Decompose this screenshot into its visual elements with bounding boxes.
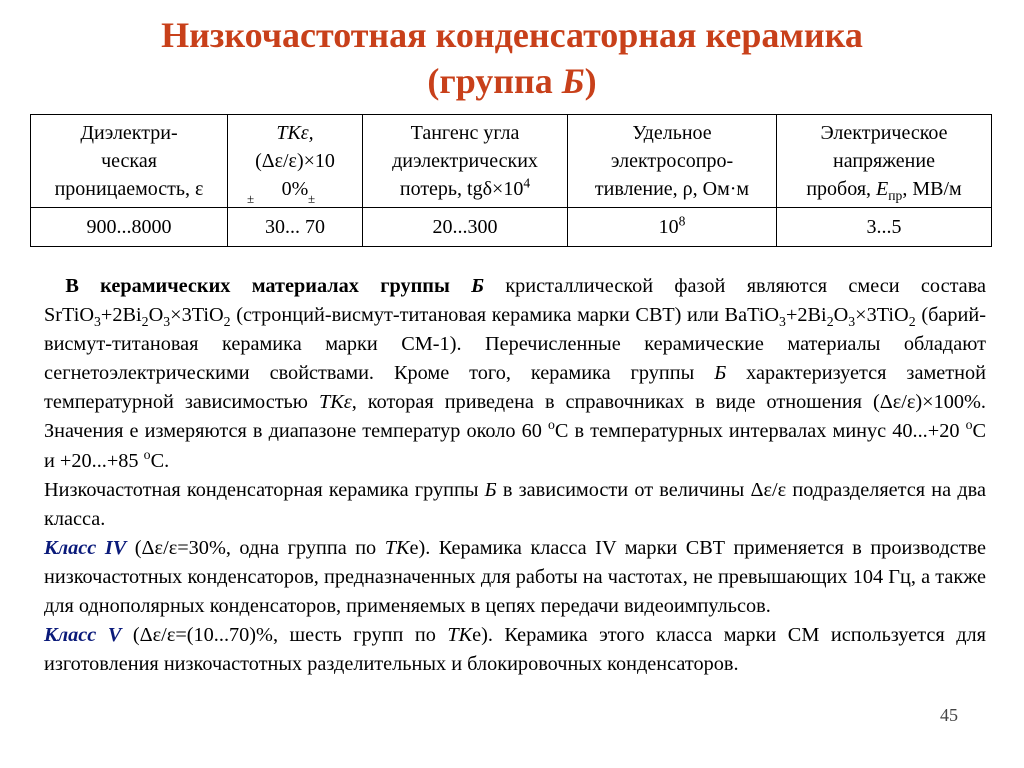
header-text: проницаемость, ε [54,178,204,200]
value-loss-tangent: 20...300 [363,208,568,247]
value-permittivity: 900...8000 [31,208,228,247]
title-line-2 [0,58,1024,104]
header-text: пробоя, $E_{пр}$, МВ/м [806,178,962,203]
header-breakdown-voltage [777,115,992,208]
title-line-2-pre: (группа [427,61,562,101]
header-loss-tangent [363,115,568,208]
value-tke: 30... 70 [228,208,363,247]
header-text: Диэлектри- [80,122,178,144]
header-text: ческая [101,150,157,172]
class-iv-label: Класс IV [44,536,127,559]
title-line-2-post: ) [584,61,597,101]
page-number: 45 [940,705,958,725]
header-text: Электрическое [820,122,948,144]
plus-minus-sign: ± [247,191,255,206]
header-permittivity [31,115,228,208]
value-breakdown-voltage: 3...5 [777,208,992,247]
title-group-letter: Б [561,61,585,101]
paragraph-classes-intro: Низкочастотная конденсаторная керамика группы Б в зависимости от величины Δε/ε подразделяется на два класса. [44,478,986,530]
table-row [31,208,992,247]
header-text: 0% [281,178,309,200]
page-title [0,12,1024,104]
header-text: потерь, $tg\delta\times 10^4$ [399,175,531,200]
header-text: диэлектрических [392,150,538,172]
paragraph-group-b-composition: В керамических материалах группы Б кристаллической фазой являются смеси состава $SrTiO_3+2Bi_2O_3\times 3TiO_2$ (стронций-висмут-титановая керамика марки СВТ) или $BaTiO_3+2Bi_2O_3\times 3TiO_2$ (барий-висмут-титановая керамика марки СМ-1). Перечисленные керамические материалы обладают сегнетоэлектрическими свойствами. Кроме того, керамика группы Б характеризуется заметной температурной зависимостью ТКε, которая приведена в справочниках в виде отношения (Δε/ε)×100%. Значения е измеряются в диапазоне температур около 60 $^o$С в температурных интервалах минус 40...+20 $^o$С и +20...+85 $^o$С. [44,275,986,472]
header-text: электросопро- [610,150,734,172]
body-text [44,272,986,679]
paragraph-class-v: Класс V (Δε/ε=(10...70)%, шесть групп по ТКе). Керамика этого класса марки СМ используется для изготовления низкочастотных разделительных и блокировочных конденсаторов. [44,624,986,676]
header-resistivity [568,115,777,208]
header-text: Удельное [632,122,712,144]
plus-minus-sign: ± [308,191,316,206]
header-text: (Δε/ε)×10 [255,150,335,172]
header-text: тивление, ρ, Ом·м [594,178,750,200]
title-line-1: Низкочастотная конденсаторная керамика [161,15,863,55]
value-resistivity: $10^8$ [568,208,777,247]
header-text: напряжение [833,150,935,172]
header-text: ТКε, [276,122,314,144]
header-text: Тангенс угла [410,122,520,144]
properties-table [30,114,992,247]
table-header-row [31,115,992,208]
paragraph-class-iv: Класс IV (Δε/ε=30%, одна группа по ТКе). Керамика класса IV марки СВТ применяется в производстве низкочастотных конденсаторов, предназначенных для работы на частотах, не превышающих 104 Гц, а также для однополярных конденсаторов, применяемых в цепях передачи видеоимпульсов. [44,536,987,618]
class-v-label: Класс V [44,624,122,647]
header-tke [228,115,363,208]
